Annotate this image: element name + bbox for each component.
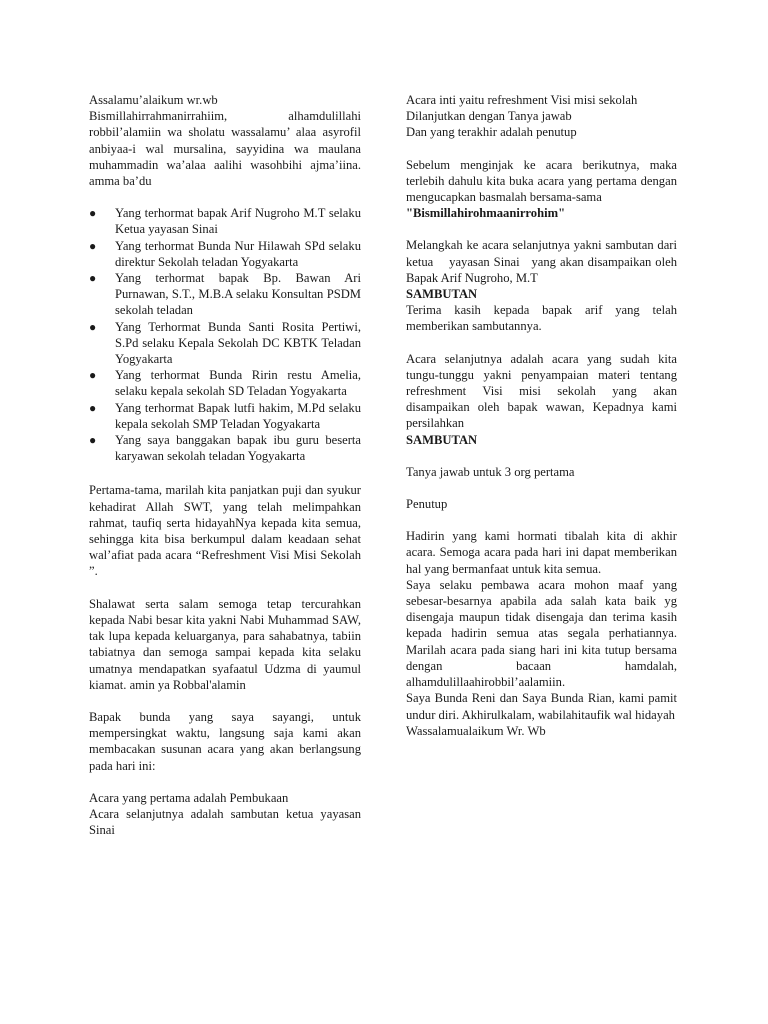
right-column bbox=[406, 92, 681, 755]
closing-text: Saya selaku pembawa acara mohon maaf yang sebesar-besarnya apabila ada salah kata baik yg disengaja maupun tidak disengaja dan terima kasih kepada hadirin semua atas segala perhatiannya. Marilah acara pada siang hari ini kita tutup bersama dengan bacaan hamdalah, alhamdulillaahirobbil’aalamiin. bbox=[406, 577, 677, 690]
list-item: ● Yang saya banggakan bapak ibu guru beserta karyawan sekolah teladan Yogyakarta bbox=[89, 433, 361, 464]
agenda-intro-paragraph: Bapak bunda yang saya sayangi, untuk mempersingkat waktu, langsung saja kami akan membacakan susunan acara yang akan berlangsung pada hari ini: bbox=[89, 709, 361, 773]
list-item: ● Yang terhormat Bunda Nur Hilawah SPd selaku direktur Sekolah teladan Yogyakarta bbox=[89, 238, 361, 269]
agenda-start bbox=[89, 790, 361, 839]
agenda-item: Acara yang pertama adalah Pembukaan bbox=[89, 790, 289, 805]
sambutan-heading: SAMBUTAN bbox=[406, 287, 478, 302]
opening-paragraph bbox=[89, 92, 361, 189]
bismillah-text: Bismillahirrahmanirrahiim, alhamdulillahi robbil’alamiin wa sholatu wassalamu’ alaa asyrofil anbiyaa-i wal mursalina, sayyidina wa maulana muhammadin wa’alaa aalihi wasohbihi ajma’iina. amma ba’du bbox=[89, 109, 361, 189]
agenda-item: Acara inti yaitu refreshment Visi misi sekolah bbox=[406, 93, 638, 107]
list-item: ● Yang terhormat bapak Arif Nugroho M.T selaku Ketua yayasan Sinai bbox=[89, 206, 361, 237]
sambutan-heading: SAMBUTAN bbox=[406, 432, 478, 447]
bullet-icon: ● bbox=[89, 400, 97, 415]
bullet-icon: ● bbox=[89, 206, 97, 221]
agenda-item: Dan yang terakhir adalah penutup bbox=[406, 125, 577, 140]
list-item: ● Yang terhormat Bapak lutfi hakim, M.Pd selaku kepala sekolah SMP Teladan Yogyakarta bbox=[89, 400, 361, 431]
basmalah-text: "Bismillahirohmaanirrohim" bbox=[406, 206, 566, 221]
opening-prayer-text: Sebelum menginjak ke acara berikutnya, maka terlebih dahulu kita buka acara yang pertama dengan mengucapkan basmalah bersama-sama bbox=[406, 157, 677, 205]
bullet-icon: ● bbox=[89, 368, 97, 383]
main-event-section bbox=[406, 351, 677, 448]
left-column bbox=[89, 92, 361, 854]
bullet-icon: ● bbox=[89, 238, 97, 253]
list-item: ● Yang Terhormat Bunda Santi Rosita Pertiwi, S.Pd selaku Kepala Sekolah DC KBTK Teladan Yogyakarta bbox=[89, 319, 361, 367]
closing-salam: Wassalamualaikum Wr. Wb bbox=[406, 723, 546, 738]
bullet-icon: ● bbox=[89, 271, 97, 286]
bullet-icon: ● bbox=[89, 433, 97, 448]
welcome-text: Melangkah ke acara selanjutnya yakni sambutan dari ketua yayasan Sinai yang akan disampaikan oleh Bapak Arif Nugroho, M.T bbox=[406, 238, 681, 285]
agenda-continued bbox=[406, 92, 677, 141]
closing-section bbox=[406, 528, 677, 739]
closing-text: Hadirin yang kami hormati tibalah kita di akhir acara. Semoga acara pada hari ini dapat memberikan hal yang bermanfaat untuk kita semua. bbox=[406, 529, 677, 576]
list-item: ● Yang terhormat Bunda Ririn restu Amelia, selaku kepala sekolah SD Teladan Yogyakarta bbox=[89, 368, 361, 399]
main-event-text: Acara selanjutnya adalah acara yang sudah kita tungu-tunggu yakni penyampaian materi tentang refreshment Visi misi sekolah yang akan disampaikan oleh bapak wawan, Kepadnya kami persilahkan bbox=[406, 351, 677, 431]
greetings-list bbox=[89, 205, 361, 464]
salam-line: Assalamu’alaikum wr.wb bbox=[89, 93, 218, 107]
shalawat-paragraph: Shalawat serta salam semoga tetap tercurahkan kepada Nabi besar kita yakni Nabi Muhammad SAW, tak lupa kepada keluarganya, para sahabatnya, tabiin tabiatnya dan semoga sampai kepada kita selaku umatnya mendapatkan syafaatul Udzma di yaumul kiamat. amin ya Robbal'alamin bbox=[89, 596, 361, 692]
list-item: ● Yang terhormat bapak Bp. Bawan Ari Purnawan, S.T., M.B.A selaku Konsultan PSDM sekolah teladan bbox=[89, 271, 361, 318]
opening-prayer-paragraph bbox=[406, 157, 677, 222]
closing-title: Penutup bbox=[406, 497, 448, 512]
bullet-icon: ● bbox=[89, 319, 97, 334]
praise-paragraph: Pertama-tama, marilah kita panjatkan puji dan syukur kehadirat Allah SWT, yang telah melimpahkan rahmat, taufiq serta hidayahNya kepada kita semua, sehingga kita bisa berkumpul dalam keadaan sehat wal’afiat pada acara “Refreshment Visi Misi Sekolah ”. bbox=[89, 483, 361, 579]
qa-text: Tanya jawab untuk 3 org pertama bbox=[406, 464, 575, 479]
agenda-item: Dilanjutkan dengan Tanya jawab bbox=[406, 109, 572, 124]
agenda-item: Acara selanjutnya adalah sambutan ketua yayasan Sinai bbox=[89, 806, 361, 838]
thanks-text: Terima kasih kepada bapak arif yang telah memberikan sambutannya. bbox=[406, 303, 677, 334]
welcome-section bbox=[406, 237, 681, 334]
closing-text: Saya Bunda Reni dan Saya Bunda Rian, kami pamit undur diri. Akhirulkalam, wabilahitaufik wal hidayah bbox=[406, 691, 677, 722]
